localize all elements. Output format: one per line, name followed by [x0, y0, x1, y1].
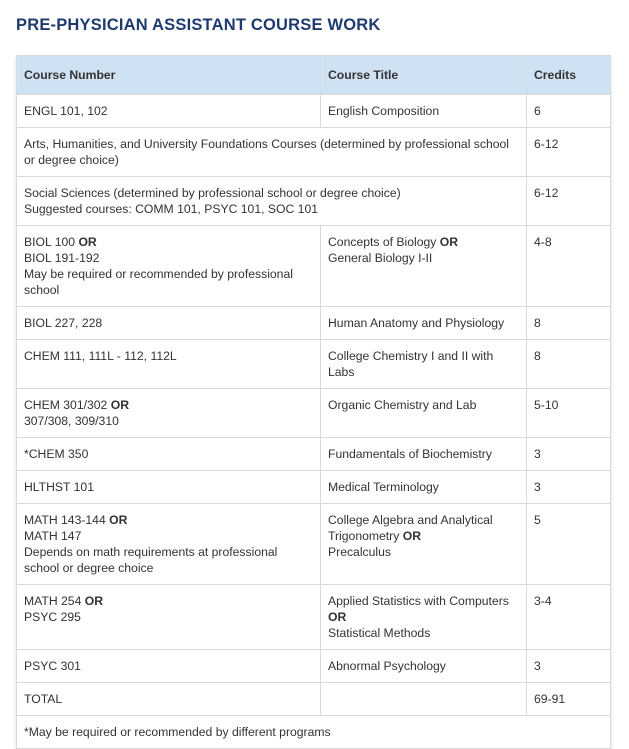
- or-label: OR: [84, 594, 104, 608]
- footnote-row: [17, 716, 611, 749]
- title-line: General Biology I-II: [328, 251, 433, 265]
- page-title: PRE-PHYSICIAN ASSISTANT COURSE WORK: [16, 16, 381, 34]
- or-label: OR: [110, 398, 129, 412]
- or-label: OR: [328, 610, 347, 624]
- course-credits: 5-10: [527, 389, 611, 438]
- or-label: OR: [78, 235, 97, 249]
- number-note: May be required or recommended by professional school: [24, 267, 293, 297]
- description-line: Social Sciences (determined by professional school or degree choice): [24, 186, 401, 200]
- course-number: PSYC 301: [17, 650, 321, 683]
- course-title: Human Anatomy and Physiology: [321, 307, 527, 340]
- table-row: [17, 226, 611, 307]
- number-note: Depends on math requirements at professional school or degree choice: [24, 545, 278, 575]
- course-title: [321, 585, 527, 650]
- table-row: [17, 585, 611, 650]
- title-line: College Algebra and Analytical Trigonometry OR: [328, 513, 493, 543]
- table-row: [17, 438, 611, 471]
- course-title: Abnormal Psychology: [321, 650, 527, 683]
- course-title: [321, 504, 527, 585]
- course-credits: 4-8: [527, 226, 611, 307]
- course-credits: 3: [527, 650, 611, 683]
- table-row: [17, 128, 611, 177]
- title-line: Statistical Methods: [328, 626, 431, 640]
- course-number: [17, 585, 321, 650]
- course-description: [17, 177, 527, 226]
- total-label: TOTAL: [17, 683, 321, 716]
- title-line: Applied Statistics with Computers OR: [328, 594, 509, 624]
- number-line: MATH 143-144 OR: [24, 513, 128, 527]
- table-row: [17, 389, 611, 438]
- number-line: MATH 147: [24, 529, 82, 543]
- suggested-courses: Suggested courses: COMM 101, PSYC 101, SOC 101: [24, 202, 318, 216]
- course-number: *CHEM 350: [17, 438, 321, 471]
- table-row: [17, 504, 611, 585]
- table-row: [17, 307, 611, 340]
- course-number: [17, 389, 321, 438]
- course-number: ENGL 101, 102: [17, 95, 321, 128]
- course-number: CHEM 111, 111L - 112, 112L: [17, 340, 321, 389]
- course-credits: 8: [527, 340, 611, 389]
- course-credits: 3-4: [527, 585, 611, 650]
- total-credits: 69-91: [527, 683, 611, 716]
- course-credits: 6-12: [527, 177, 611, 226]
- or-label: OR: [109, 513, 128, 527]
- course-number: BIOL 227, 228: [17, 307, 321, 340]
- course-credits: 8: [527, 307, 611, 340]
- course-number: HLTHST 101: [17, 471, 321, 504]
- course-title: Medical Terminology: [321, 471, 527, 504]
- table-header-row: [17, 56, 611, 95]
- course-credits: 5: [527, 504, 611, 585]
- table-row: [17, 340, 611, 389]
- course-number: [17, 226, 321, 307]
- header-course-title: Course Title: [321, 56, 527, 95]
- or-label: OR: [439, 235, 459, 249]
- course-title: [321, 226, 527, 307]
- table-row: [17, 95, 611, 128]
- number-line: 307/308, 309/310: [24, 414, 119, 428]
- course-credits: 3: [527, 471, 611, 504]
- number-line: MATH 254 OR: [24, 594, 104, 608]
- title-line: Concepts of Biology OR: [328, 235, 459, 249]
- number-line: BIOL 100 OR: [24, 235, 97, 249]
- footnote: *May be required or recommended by different programs: [17, 716, 611, 749]
- course-number: [17, 504, 321, 585]
- header-credits: Credits: [527, 56, 611, 95]
- number-line: PSYC 295: [24, 610, 81, 624]
- course-credits: 3: [527, 438, 611, 471]
- course-credits: 6-12: [527, 128, 611, 177]
- course-table-wrapper: [16, 55, 611, 749]
- table-row: [17, 471, 611, 504]
- course-credits: 6: [527, 95, 611, 128]
- number-line: CHEM 301/302 OR: [24, 398, 129, 412]
- course-title: Fundamentals of Biochemistry: [321, 438, 527, 471]
- course-description: Arts, Humanities, and University Foundations Courses (determined by professional school or degree choice): [17, 128, 527, 177]
- course-title: College Chemistry I and II with Labs: [321, 340, 527, 389]
- header-course-number: Course Number: [17, 56, 321, 95]
- course-title: Organic Chemistry and Lab: [321, 389, 527, 438]
- number-line: BIOL 191-192: [24, 251, 100, 265]
- table-row: [17, 650, 611, 683]
- table-row: [17, 177, 611, 226]
- title-line: Precalculus: [328, 545, 391, 559]
- course-title: English Composition: [321, 95, 527, 128]
- or-label: OR: [402, 529, 422, 543]
- course-table: [16, 55, 611, 749]
